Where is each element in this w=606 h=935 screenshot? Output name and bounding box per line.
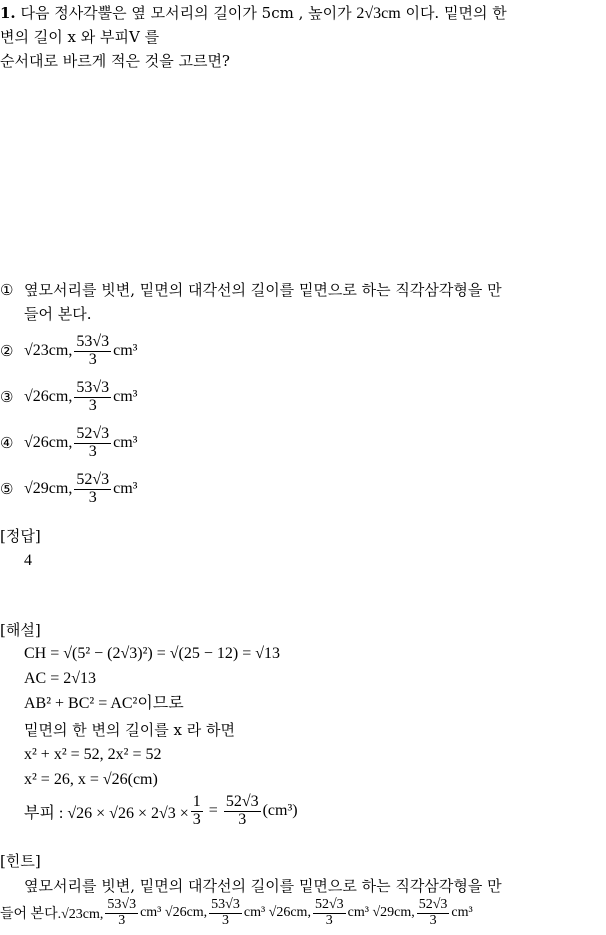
option-5-mark: ⑤ (0, 480, 14, 499)
option-4-mark: ④ (0, 434, 14, 453)
option-4-volume-numerator: 52√3 (76, 425, 110, 442)
solution-volume-frac1-num: 1 (192, 793, 201, 810)
question-number: 1. (0, 4, 16, 22)
hint-frac-3-num: 52√3 (314, 897, 344, 912)
question-text-1a: 다음 정사각뿔은 옆 모서리의 길이가 5cm , 높이가 (20, 4, 357, 22)
option-3[interactable] (0, 380, 137, 415)
question-line-3: 순서대로 바르게 적은 것을 고르면? (0, 52, 230, 70)
option-4-unit: cm³ (113, 434, 138, 452)
option-1-text-2: 들어 본다. (24, 305, 92, 323)
option-5-volume-fraction (74, 472, 111, 507)
solution-volume-pre: 부피 : √26 × √26 × 2√3 × (24, 804, 189, 822)
option-3-volume-fraction (74, 380, 111, 415)
hint-label: [힌트] (0, 852, 41, 870)
answer-label: [정답] (0, 527, 41, 545)
hint-unit-4: cm³ (451, 905, 473, 921)
option-4-volume-denominator: 3 (88, 442, 97, 460)
answer-value: 4 (24, 552, 32, 569)
hint-frac-4 (417, 898, 450, 928)
hint-frac-3 (313, 898, 346, 928)
solution-volume-frac1-den: 3 (192, 810, 201, 828)
hint-line-1: 옆모서리를 빗변, 밑면의 대각선의 길이를 밑면으로 하는 직각삼각형을 만 (24, 877, 502, 895)
option-5-volume-numerator: 52√3 (76, 471, 110, 488)
hint-frac-2 (209, 898, 242, 928)
option-3-side: √26cm, (24, 388, 73, 406)
hint-unit-2: cm³ √26cm, (243, 905, 311, 921)
option-5-side: √29cm, (24, 480, 73, 498)
solution-volume-frac2-den: 3 (238, 810, 247, 828)
option-2-mark: ② (0, 342, 14, 361)
option-2-volume-denominator: 3 (88, 350, 97, 368)
hint-frac-1-den: 3 (118, 912, 126, 928)
solution-line-1: CH = √(5² − (2√3)²) = √(25 − 12) = √13 (24, 645, 281, 662)
option-2-volume-fraction (74, 334, 111, 369)
hint-frac-2-den: 3 (222, 912, 230, 928)
question-height: 2√3cm (356, 5, 401, 22)
option-5[interactable] (0, 472, 137, 507)
hint-frac-2-num: 53√3 (211, 897, 240, 912)
solution-volume-line (24, 794, 298, 829)
hint-frac-1-num: 53√3 (107, 897, 137, 912)
solution-volume-frac2 (224, 794, 261, 829)
solution-line-2: AC = 2√13 (24, 670, 97, 687)
option-4-side: √26cm, (24, 434, 73, 452)
option-1-text-1: 옆모서리를 빗변, 밑면의 대각선의 길이를 밑면으로 하는 직각삼각형을 만 (24, 281, 502, 299)
solution-line-4: 밑면의 한 변의 길이를 x 라 하면 (24, 721, 235, 739)
option-2-side: √23cm, (24, 342, 73, 360)
hint-frac-4-num: 52√3 (418, 897, 448, 912)
hint-unit-3: cm³ √29cm, (347, 905, 415, 921)
hint-line-2 (0, 898, 473, 928)
solution-volume-frac1 (191, 794, 203, 829)
hint-frac-4-den: 3 (429, 912, 437, 928)
solution-label: [해설] (0, 621, 41, 639)
solution-line-3: AB² + BC² = AC²이므로 (24, 695, 184, 712)
option-3-unit: cm³ (113, 388, 138, 406)
option-3-volume-numerator: 53√3 (76, 379, 110, 396)
option-5-unit: cm³ (113, 480, 138, 498)
option-3-volume-denominator: 3 (88, 396, 97, 414)
option-5-volume-denominator: 3 (88, 488, 97, 506)
figure-area (0, 80, 606, 270)
solution-line-5: x² + x² = 52, 2x² = 52 (24, 746, 162, 763)
hint-line-2-pre: 들어 본다.√23cm, (0, 907, 104, 923)
question-text-1b: 이다. 밑면의 한 (400, 4, 507, 22)
option-3-mark: ③ (0, 388, 14, 407)
option-4[interactable] (0, 426, 137, 461)
solution-volume-post: (cm³) (262, 802, 298, 820)
option-1[interactable] (0, 280, 502, 300)
option-2-volume-numerator: 53√3 (76, 333, 110, 350)
hint-frac-3-den: 3 (325, 912, 333, 928)
solution-volume-frac2-num: 52√3 (225, 793, 259, 810)
question-line-1 (0, 3, 507, 24)
option-2[interactable] (0, 334, 137, 369)
question-line-2: 변의 길이 x 와 부피V 를 (0, 28, 160, 46)
solution-volume-eq: = (208, 802, 218, 820)
option-1-mark: ① (0, 281, 14, 299)
option-4-volume-fraction (74, 426, 111, 461)
hint-unit-1: cm³ √26cm, (140, 905, 208, 921)
solution-line-6: x² = 26, x = √26(cm) (24, 771, 158, 788)
option-2-unit: cm³ (113, 342, 138, 360)
hint-frac-1 (105, 898, 138, 928)
